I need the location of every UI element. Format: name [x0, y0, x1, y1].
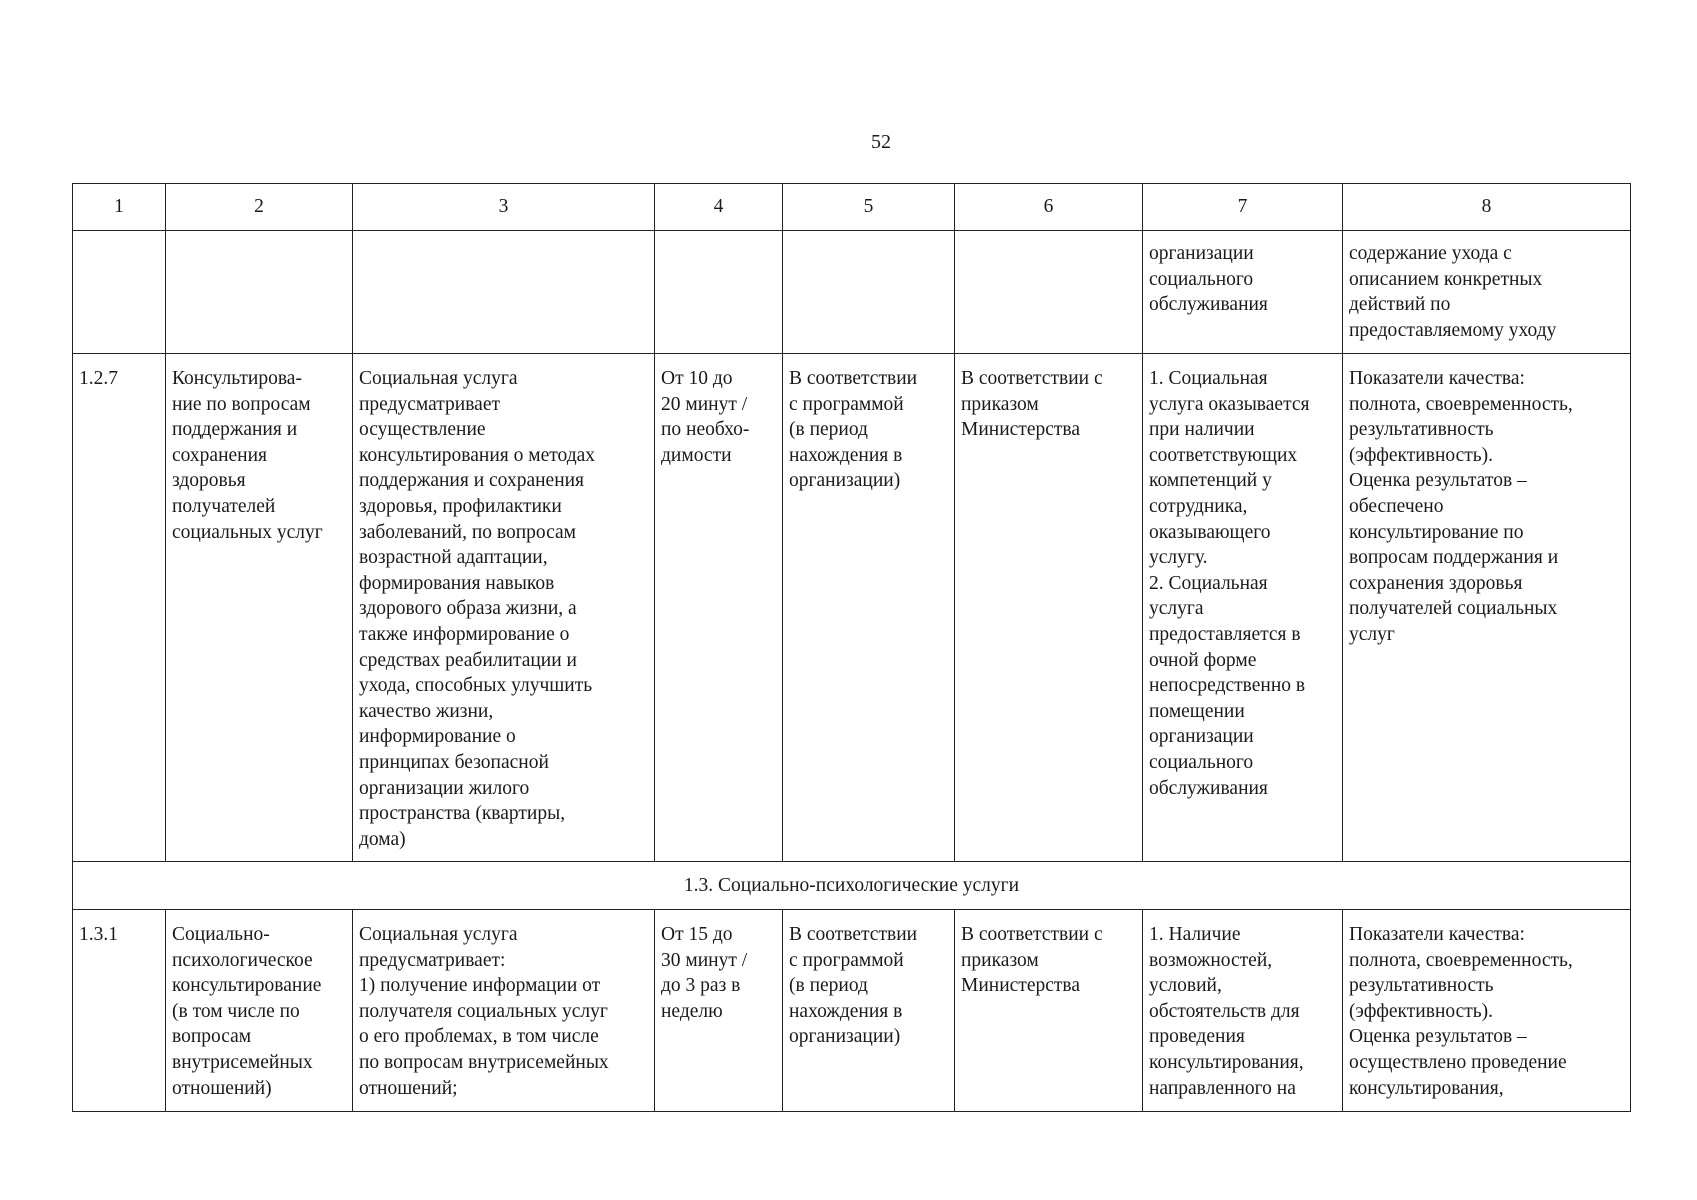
column-number: 2 [166, 184, 353, 231]
continuation-row [73, 231, 1631, 354]
cell-number: 1.2.7 [73, 354, 166, 862]
column-number: 7 [1143, 184, 1343, 231]
cell-number: 1.3.1 [73, 910, 166, 1112]
section-heading: 1.3. Социально-психологические услуги [73, 862, 1631, 910]
column-number: 3 [353, 184, 655, 231]
column-number: 5 [783, 184, 955, 231]
table-row [73, 910, 1631, 1112]
section-heading-row [73, 862, 1631, 910]
column-number-row [73, 184, 1631, 231]
cell-number [73, 231, 166, 354]
cell-conditions: 1. Наличие возможностей, условий, обстоятельств для проведения консультирования, направленного на [1143, 910, 1343, 1112]
cell-quality-indicators: Показатели качества: полнота, своевременность, результативность (эффективность). Оценка результатов – осуществлено проведение консультирования, [1343, 910, 1631, 1112]
cell-description: Социальная услуга предусматривает осуществление консультирования о методах поддержания и сохранения здоровья, профилактики заболеваний, по вопросам возрастной адаптации, формирования навыков здорового образа жизни, а также информирование о средствах реабилитации и ухода, способных улучшить качество жизни, информирование о принципах безопасной организации жилого пространства (квартиры, дома) [353, 354, 655, 862]
cell-description [353, 231, 655, 354]
cell-schedule: В соответствии с программой (в период нахождения в организации) [783, 354, 955, 862]
cell-duration: От 15 до 30 минут / до 3 раз в неделю [655, 910, 783, 1112]
cell-service-name: Консультирова- ние по вопросам поддержания и сохранения здоровья получателей социальных услуг [166, 354, 353, 862]
table-row [73, 354, 1631, 862]
cell-duration: От 10 до 20 минут / по необхо- димости [655, 354, 783, 862]
column-number: 4 [655, 184, 783, 231]
cell-service-name: Социально- психологическое консультирование (в том числе по вопросам внутрисемейных отношений) [166, 910, 353, 1112]
cell-schedule [783, 231, 955, 354]
cell-description: Социальная услуга предусматривает: 1) получение информации от получателя социальных услуг о его проблемах, в том числе по вопросам внутрисемейных отношений; [353, 910, 655, 1112]
cell-tariff: В соответствии с приказом Министерства [955, 354, 1143, 862]
cell-service-name [166, 231, 353, 354]
cell-tariff: В соответствии с приказом Министерства [955, 910, 1143, 1112]
cell-schedule: В соответствии с программой (в период нахождения в организации) [783, 910, 955, 1112]
services-table [72, 183, 1631, 1112]
column-number: 8 [1343, 184, 1631, 231]
page-number: 52 [871, 131, 891, 153]
column-number: 6 [955, 184, 1143, 231]
cell-tariff [955, 231, 1143, 354]
cell-quality-indicators: Показатели качества: полнота, своевременность, результативность (эффективность). Оценка результатов – обеспечено консультирование по вопросам поддержания и сохранения здоровья получателей социальных услуг [1343, 354, 1631, 862]
column-number: 1 [73, 184, 166, 231]
cell-conditions: организации социального обслуживания [1143, 231, 1343, 354]
cell-duration [655, 231, 783, 354]
cell-quality-indicators: содержание ухода с описанием конкретных действий по предоставляемому уходу [1343, 231, 1631, 354]
cell-conditions: 1. Социальная услуга оказывается при наличии соответствующих компетенций у сотрудника, оказывающего услугу. 2. Социальная услуга предоставляется в очной форме непосредственно в помещении организации социального обслуживания [1143, 354, 1343, 862]
